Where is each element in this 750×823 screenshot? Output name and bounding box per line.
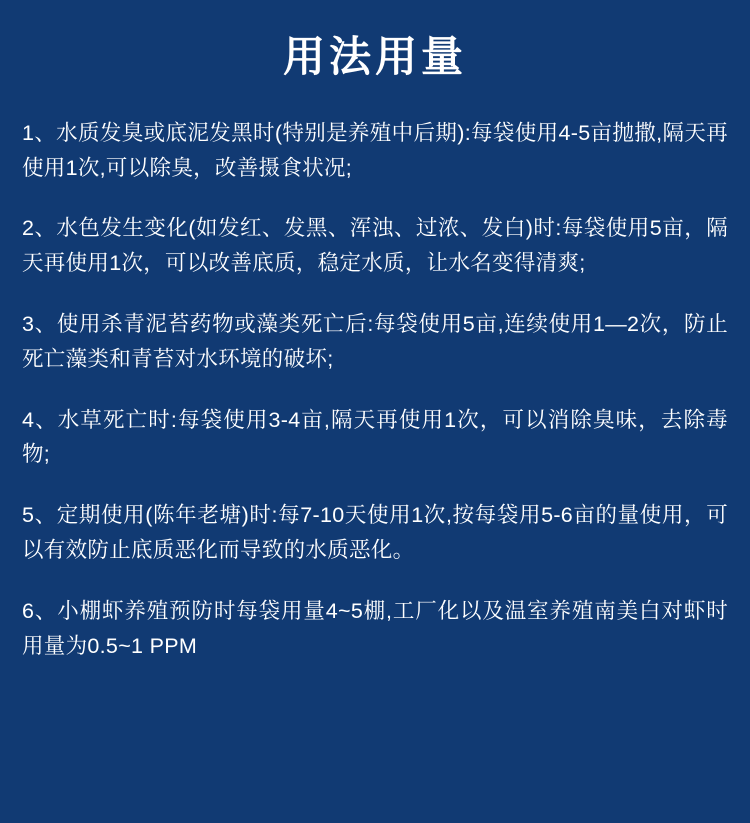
list-item: 2、水色发生变化(如发红、发黑、浑浊、过浓、发白)时:每袋使用5亩，隔天再使用1次，可以改善底质，稳定水质，让水名变得清爽;: [22, 216, 728, 276]
list-item: 3、使用杀青泥苔药物或藻类死亡后:每袋使用5亩,连续使用1—2次，防止死亡藻类和青苔对水环境的破坏;: [22, 312, 728, 371]
list-item: 6、小棚虾养殖预防时每袋用量4~5棚,工厂化以及温室养殖南美白对虾时用量为0.5~1 PPM: [22, 598, 728, 658]
list-item: 5、定期使用(陈年老塘)时:每7-10天使用1次,按每袋用5-6亩的量使用，可以有效防止底质恶化而导致的水质恶化。: [22, 503, 728, 563]
instruction-list: [22, 116, 728, 664]
list-item: 1、水质发臭或底泥发黑时(特别是养殖中后期):每袋使用4-5亩抛撒,隔天再使用1次,可以除臭，改善摄食状况;: [22, 120, 728, 180]
list-item: 4、水草死亡时:每袋使用3-4亩,隔天再使用1次，可以消除臭味，去除毒物;: [22, 407, 728, 467]
page-title: 用法用量: [282, 33, 467, 80]
